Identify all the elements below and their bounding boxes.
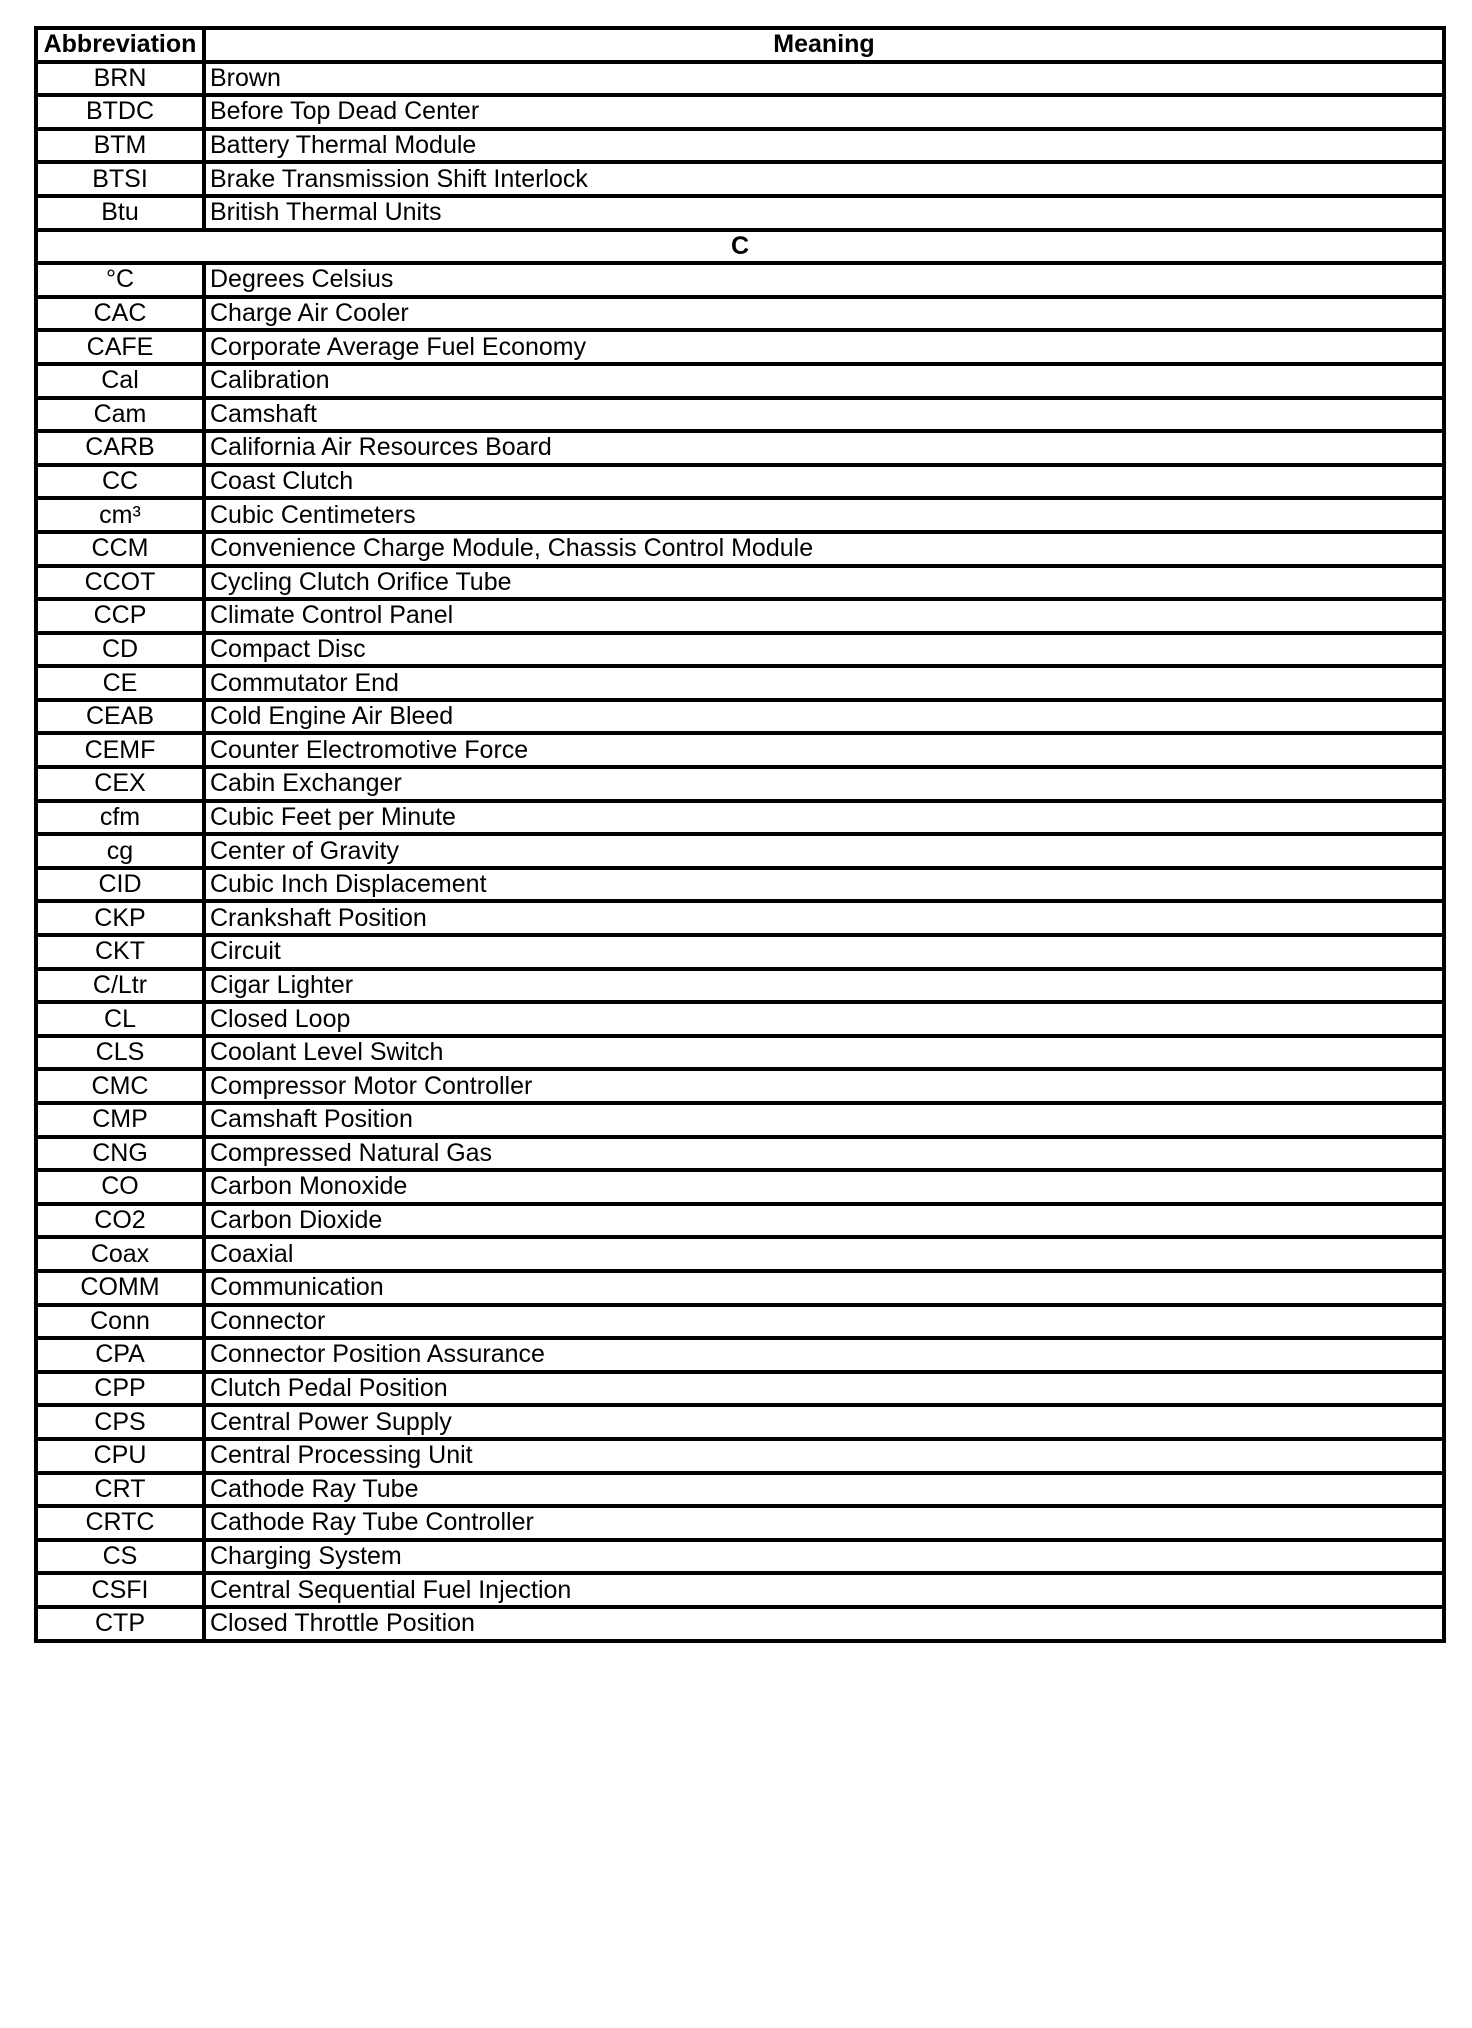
meaning-cell: Corporate Average Fuel Economy	[204, 330, 1444, 364]
abbreviation-cell: CC	[36, 465, 204, 499]
abbreviation-cell: COMM	[36, 1271, 204, 1305]
abbreviation-cell: CSFI	[36, 1573, 204, 1607]
abbreviation-cell: Cam	[36, 398, 204, 432]
abbreviation-cell: CLS	[36, 1036, 204, 1070]
table-row	[36, 263, 1444, 297]
abbreviation-cell: Cal	[36, 364, 204, 398]
rows-after-section	[36, 263, 1444, 1640]
abbreviation-cell: CMP	[36, 1103, 204, 1137]
table-row	[36, 1607, 1444, 1641]
abbreviation-cell: CEAB	[36, 700, 204, 734]
table-row	[36, 1473, 1444, 1507]
meaning-cell: Cold Engine Air Bleed	[204, 700, 1444, 734]
table-row	[36, 1137, 1444, 1171]
abbreviation-cell: CPP	[36, 1372, 204, 1406]
abbreviation-cell: CCOT	[36, 566, 204, 600]
meaning-cell: Central Power Supply	[204, 1405, 1444, 1439]
meaning-cell: Circuit	[204, 935, 1444, 969]
abbreviation-cell: CAC	[36, 297, 204, 331]
table-row	[36, 162, 1444, 196]
meaning-cell: Compressed Natural Gas	[204, 1137, 1444, 1171]
meaning-cell: Crankshaft Position	[204, 901, 1444, 935]
meaning-cell: Battery Thermal Module	[204, 129, 1444, 163]
table-row	[36, 733, 1444, 767]
table-row	[36, 1305, 1444, 1339]
meaning-cell: Clutch Pedal Position	[204, 1372, 1444, 1406]
meaning-cell: California Air Resources Board	[204, 431, 1444, 465]
abbreviation-cell: BTDC	[36, 95, 204, 129]
table-row	[36, 1204, 1444, 1238]
table-row	[36, 1540, 1444, 1574]
abbreviation-cell: CMC	[36, 1069, 204, 1103]
meaning-cell: Communication	[204, 1271, 1444, 1305]
table-row	[36, 633, 1444, 667]
meaning-cell: Cathode Ray Tube Controller	[204, 1506, 1444, 1540]
meaning-cell: Calibration	[204, 364, 1444, 398]
meaning-cell: Charge Air Cooler	[204, 297, 1444, 331]
table-row	[36, 95, 1444, 129]
abbreviation-cell: CE	[36, 666, 204, 700]
meaning-cell: Cigar Lighter	[204, 969, 1444, 1003]
table-row	[36, 1036, 1444, 1070]
section-heading: C	[36, 230, 1444, 264]
meaning-cell: Brown	[204, 62, 1444, 96]
table-row	[36, 1573, 1444, 1607]
abbreviation-cell: cfm	[36, 801, 204, 835]
table-row	[36, 1103, 1444, 1137]
table-row	[36, 431, 1444, 465]
table-row	[36, 465, 1444, 499]
meaning-cell: Carbon Dioxide	[204, 1204, 1444, 1238]
table-row	[36, 498, 1444, 532]
abbreviation-cell: cg	[36, 834, 204, 868]
abbreviation-cell: CCP	[36, 599, 204, 633]
table-row	[36, 935, 1444, 969]
meaning-cell: Central Sequential Fuel Injection	[204, 1573, 1444, 1607]
abbreviation-cell: CARB	[36, 431, 204, 465]
abbreviation-cell: BTM	[36, 129, 204, 163]
abbreviation-cell: Btu	[36, 196, 204, 230]
abbreviation-cell: CEX	[36, 767, 204, 801]
meaning-cell: Coast Clutch	[204, 465, 1444, 499]
meaning-cell: British Thermal Units	[204, 196, 1444, 230]
meaning-cell: Center of Gravity	[204, 834, 1444, 868]
meaning-cell: Camshaft Position	[204, 1103, 1444, 1137]
abbreviation-cell: CPU	[36, 1439, 204, 1473]
abbreviation-cell: CID	[36, 868, 204, 902]
meaning-cell: Cubic Inch Displacement	[204, 868, 1444, 902]
table-row	[36, 868, 1444, 902]
meaning-cell: Compressor Motor Controller	[204, 1069, 1444, 1103]
table-row	[36, 901, 1444, 935]
table-row	[36, 1338, 1444, 1372]
abbreviation-cell: Conn	[36, 1305, 204, 1339]
meaning-cell: Cabin Exchanger	[204, 767, 1444, 801]
abbreviation-cell: C/Ltr	[36, 969, 204, 1003]
meaning-column-header: Meaning	[204, 28, 1444, 62]
meaning-cell: Carbon Monoxide	[204, 1170, 1444, 1204]
table-row	[36, 969, 1444, 1003]
meaning-cell: Brake Transmission Shift Interlock	[204, 162, 1444, 196]
section-row	[36, 230, 1444, 264]
abbreviation-cell: CO2	[36, 1204, 204, 1238]
meaning-cell: Cubic Centimeters	[204, 498, 1444, 532]
table-row	[36, 196, 1444, 230]
meaning-cell: Compact Disc	[204, 633, 1444, 667]
table-row	[36, 1170, 1444, 1204]
meaning-cell: Commutator End	[204, 666, 1444, 700]
abbreviation-cell: CO	[36, 1170, 204, 1204]
meaning-cell: Cycling Clutch Orifice Tube	[204, 566, 1444, 600]
meaning-cell: Cubic Feet per Minute	[204, 801, 1444, 835]
abbreviation-cell: °C	[36, 263, 204, 297]
table-row	[36, 700, 1444, 734]
abbreviation-cell: BRN	[36, 62, 204, 96]
rows-before-section	[36, 62, 1444, 230]
abbreviation-cell: CL	[36, 1002, 204, 1036]
meaning-cell: Coolant Level Switch	[204, 1036, 1444, 1070]
meaning-cell: Central Processing Unit	[204, 1439, 1444, 1473]
meaning-cell: Connector	[204, 1305, 1444, 1339]
abbreviation-column-header: Abbreviation	[36, 28, 204, 62]
abbreviation-cell: CEMF	[36, 733, 204, 767]
table-row	[36, 801, 1444, 835]
meaning-cell: Closed Loop	[204, 1002, 1444, 1036]
table-row	[36, 129, 1444, 163]
table-row	[36, 297, 1444, 331]
meaning-cell: Connector Position Assurance	[204, 1338, 1444, 1372]
meaning-cell: Camshaft	[204, 398, 1444, 432]
abbreviation-cell: BTSI	[36, 162, 204, 196]
meaning-cell: Climate Control Panel	[204, 599, 1444, 633]
abbreviation-cell: CD	[36, 633, 204, 667]
abbreviation-cell: CRTC	[36, 1506, 204, 1540]
meaning-cell: Coaxial	[204, 1237, 1444, 1271]
meaning-cell: Closed Throttle Position	[204, 1607, 1444, 1641]
abbreviation-cell: CKT	[36, 935, 204, 969]
abbreviation-cell: CRT	[36, 1473, 204, 1507]
abbreviation-cell: CPS	[36, 1405, 204, 1439]
abbreviation-cell: CTP	[36, 1607, 204, 1641]
table-row	[36, 566, 1444, 600]
abbreviation-cell: CPA	[36, 1338, 204, 1372]
table-row	[36, 1439, 1444, 1473]
table-row	[36, 834, 1444, 868]
abbreviation-cell: CS	[36, 1540, 204, 1574]
abbreviation-cell: CAFE	[36, 330, 204, 364]
meaning-cell: Degrees Celsius	[204, 263, 1444, 297]
table-row	[36, 364, 1444, 398]
table-row	[36, 398, 1444, 432]
meaning-cell: Cathode Ray Tube	[204, 1473, 1444, 1507]
meaning-cell: Charging System	[204, 1540, 1444, 1574]
table-row	[36, 532, 1444, 566]
table-row	[36, 1002, 1444, 1036]
table-row	[36, 599, 1444, 633]
table-row	[36, 767, 1444, 801]
table-header-row	[36, 28, 1444, 62]
abbreviation-cell: cm³	[36, 498, 204, 532]
abbreviation-cell: CKP	[36, 901, 204, 935]
table-row	[36, 330, 1444, 364]
meaning-cell: Before Top Dead Center	[204, 95, 1444, 129]
abbreviation-table	[34, 26, 1446, 1643]
table-row	[36, 1069, 1444, 1103]
table-row	[36, 666, 1444, 700]
table-row	[36, 1372, 1444, 1406]
table-row	[36, 1506, 1444, 1540]
meaning-cell: Convenience Charge Module, Chassis Control Module	[204, 532, 1444, 566]
table-row	[36, 1405, 1444, 1439]
table-row	[36, 62, 1444, 96]
abbreviation-cell: Coax	[36, 1237, 204, 1271]
table-row	[36, 1271, 1444, 1305]
abbreviation-cell: CCM	[36, 532, 204, 566]
table-row	[36, 1237, 1444, 1271]
meaning-cell: Counter Electromotive Force	[204, 733, 1444, 767]
abbreviation-cell: CNG	[36, 1137, 204, 1171]
